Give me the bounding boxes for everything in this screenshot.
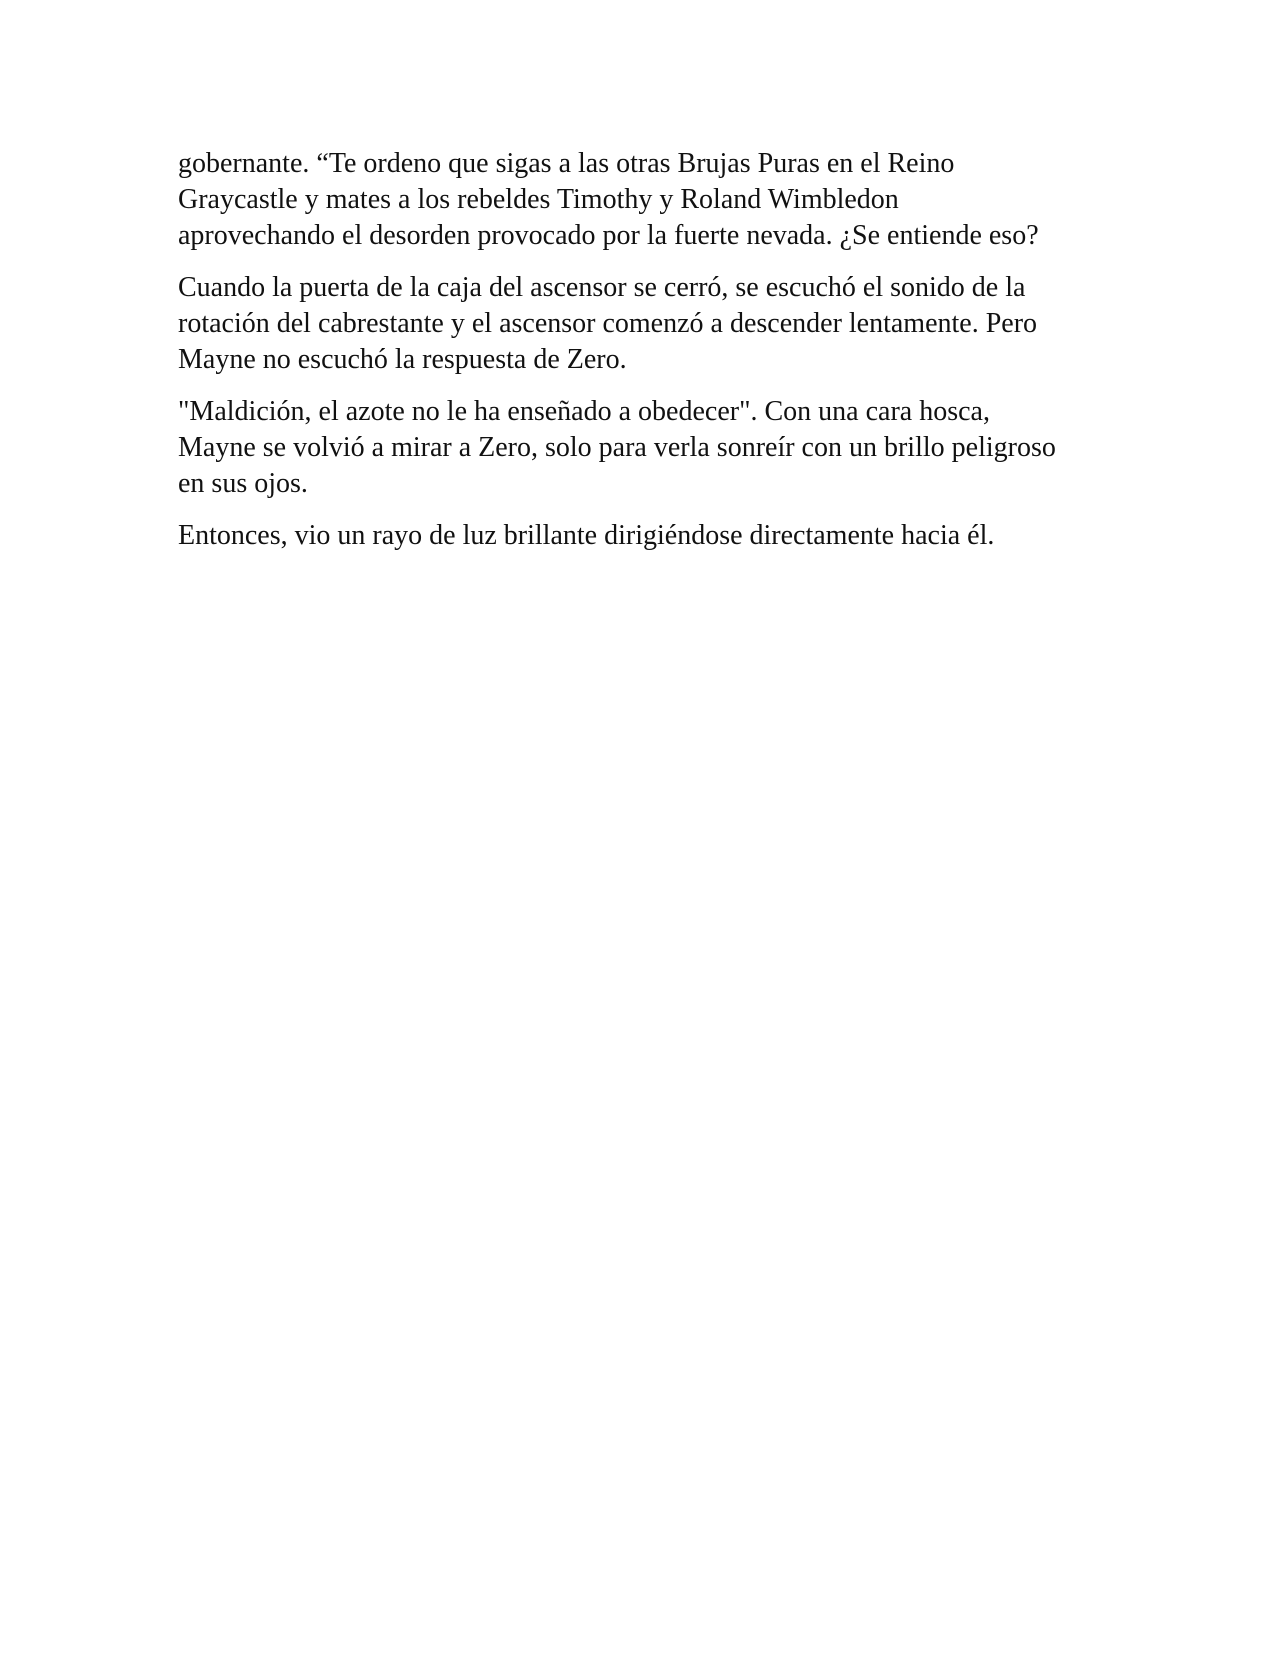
text-line: gobernante. “Te ordeno que sigas a las otras Brujas Puras en el Reino — [178, 148, 955, 179]
text-line: Cuando la puerta de la caja del ascensor se cerró, se escuchó el sonido de la — [178, 272, 1026, 303]
text-line: aprovechando el desorden provocado por la fuerte nevada. ¿Se entiende eso? — [178, 220, 1039, 251]
text-line: "Maldición, el azote no le ha enseñado a obedecer". Con una cara hosca, — [178, 396, 990, 427]
paragraph-4 — [178, 518, 1108, 554]
paragraph-1 — [178, 146, 1108, 254]
text-line: Mayne no escuchó la respuesta de Zero. — [178, 344, 627, 375]
paragraph-3 — [178, 394, 1108, 502]
text-line: Mayne se volvió a mirar a Zero, solo para verla sonreír con un brillo peligroso — [178, 432, 1056, 463]
text-line: rotación del cabrestante y el ascensor comenzó a descender lentamente. Pero — [178, 308, 1038, 339]
body-text — [178, 146, 1108, 570]
text-line: Graycastle y mates a los rebeldes Timothy y Roland Wimbledon — [178, 184, 899, 215]
text-line: Entonces, vio un rayo de luz brillante dirigiéndose directamente hacia él. — [178, 520, 995, 551]
paragraph-2 — [178, 270, 1108, 378]
text-line: en sus ojos. — [178, 468, 308, 499]
